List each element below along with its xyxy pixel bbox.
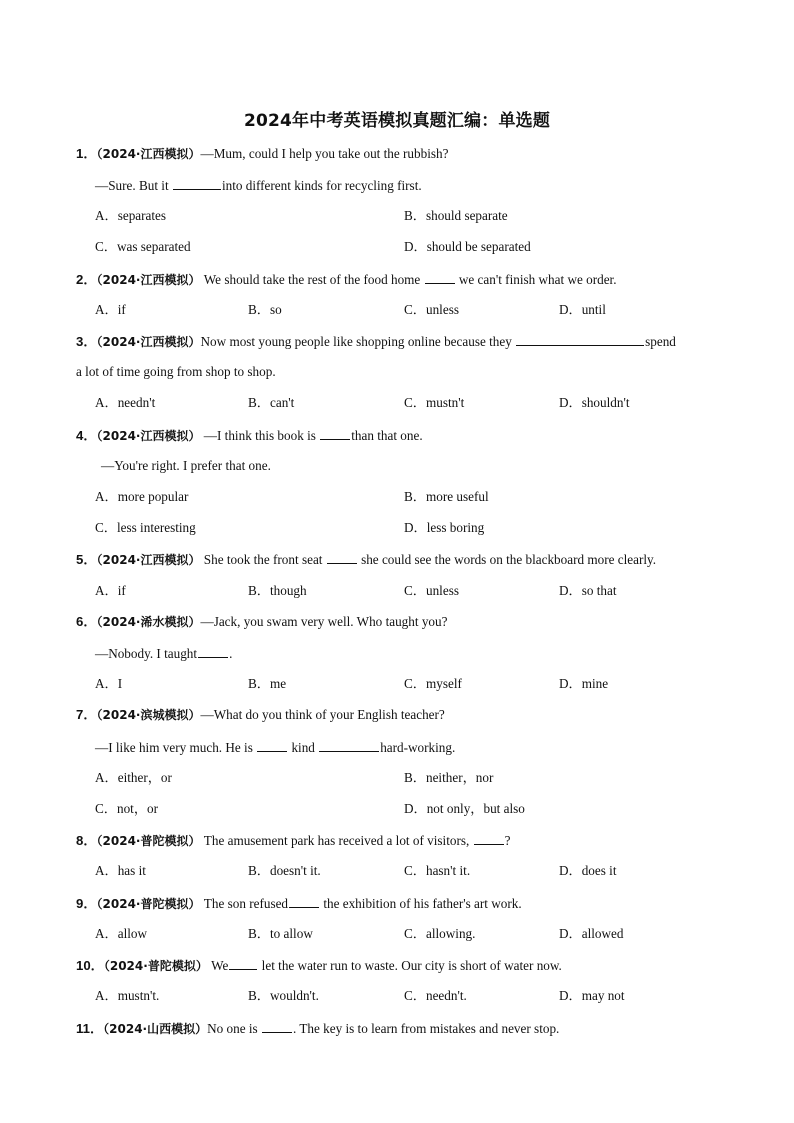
- option-c[interactable]: C．was separated: [95, 239, 191, 254]
- option-a[interactable]: A．allow: [95, 926, 148, 941]
- answer-blank: [198, 645, 228, 658]
- question-text: No one is: [207, 1021, 261, 1036]
- question-8-stem: [76, 832, 510, 849]
- option-a[interactable]: A．mustn't.: [95, 988, 160, 1003]
- question-number: 9．: [76, 896, 97, 911]
- question-source: （2024·江西模拟）: [96, 335, 201, 349]
- question-4-line2: —You're right. I prefer that one.: [101, 458, 271, 473]
- question-number: 4．: [76, 428, 97, 443]
- option-a[interactable]: A．if: [95, 583, 126, 598]
- option-a[interactable]: A．more popular: [95, 489, 189, 504]
- question-3-line2: a lot of time going from shop to shop.: [76, 364, 276, 379]
- question-number: 10．: [76, 958, 104, 973]
- question-source: （2024·滨城模拟）: [96, 708, 201, 722]
- question-3-stem: [76, 333, 676, 350]
- question-text: kind: [288, 740, 319, 755]
- question-1-stem: [76, 146, 448, 162]
- question-2-stem: [76, 271, 617, 288]
- question-text: let the water run to waste. Our city is short of water now.: [258, 958, 562, 973]
- question-text: .: [229, 646, 233, 661]
- question-text: —What do you think of your English teacher?: [200, 707, 445, 722]
- question-text: We should take the rest of the food home: [200, 272, 424, 287]
- option-a[interactable]: A．needn't: [95, 395, 156, 410]
- question-text: —I think this book is: [200, 428, 320, 443]
- question-number: 8．: [76, 833, 97, 848]
- answer-blank: [516, 333, 644, 346]
- question-text: Now most young people like shopping online because they: [200, 334, 516, 349]
- question-text: We: [207, 958, 229, 973]
- answer-blank: [327, 551, 357, 564]
- option-b[interactable]: B．can't: [248, 395, 295, 410]
- option-c[interactable]: C．not，or: [95, 801, 159, 816]
- option-b[interactable]: B．to allow: [248, 926, 313, 941]
- question-number: 7．: [76, 707, 97, 722]
- question-7-stem: [76, 707, 445, 723]
- question-1-line2: [95, 177, 422, 194]
- option-a[interactable]: A．I: [95, 676, 123, 691]
- option-d[interactable]: D．mine: [559, 676, 609, 691]
- question-4-stem: [76, 427, 423, 444]
- question-text: The son refused: [200, 896, 289, 911]
- option-d[interactable]: D．may not: [559, 988, 625, 1003]
- question-source: （2024·江西模拟）: [96, 273, 201, 287]
- question-5-stem: [76, 551, 656, 568]
- question-source: （2024·江西模拟）: [96, 553, 201, 567]
- question-text: —I like him very much. He is: [95, 740, 257, 755]
- question-9-stem: [76, 895, 522, 912]
- question-text: hard-working.: [380, 740, 456, 755]
- answer-blank: [319, 739, 379, 752]
- answer-blank: [173, 177, 221, 190]
- option-b[interactable]: B．me: [248, 676, 287, 691]
- option-c[interactable]: C．allowing.: [404, 926, 476, 941]
- option-c[interactable]: C．hasn't it.: [404, 863, 471, 878]
- answer-blank: [425, 271, 455, 284]
- question-source: （2024·普陀模拟）: [103, 959, 208, 973]
- option-a[interactable]: A．separates: [95, 208, 167, 223]
- option-d[interactable]: D．until: [559, 302, 606, 317]
- option-d[interactable]: D．allowed: [559, 926, 624, 941]
- option-c[interactable]: C．myself: [404, 676, 462, 691]
- question-6-line2: [95, 645, 232, 662]
- option-d[interactable]: D．shouldn't: [559, 395, 630, 410]
- question-number: 11．: [76, 1021, 104, 1036]
- question-number: 6．: [76, 614, 97, 629]
- question-text: —Sure. But it: [95, 178, 172, 193]
- question-text: than that one.: [351, 428, 423, 443]
- option-a[interactable]: A．if: [95, 302, 126, 317]
- question-number: 3．: [76, 334, 97, 349]
- question-text: we can't finish what we order.: [455, 272, 617, 287]
- option-b[interactable]: B．neither，nor: [404, 770, 494, 785]
- question-text: . The key is to learn from mistakes and never stop.: [292, 1021, 560, 1036]
- question-source: （2024·浠水模拟）: [96, 615, 201, 629]
- answer-blank: [257, 739, 287, 752]
- option-c[interactable]: C．unless: [404, 302, 459, 317]
- page-title: 2024年中考英语模拟真题汇编：单选题: [243, 111, 551, 131]
- question-source: （2024·山西模拟）: [103, 1022, 208, 1036]
- question-11-stem: [76, 1020, 559, 1037]
- question-source: （2024·江西模拟）: [96, 429, 201, 443]
- option-d[interactable]: D．should be separated: [404, 239, 531, 254]
- question-text: The amusement park has received a lot of visitors,: [200, 833, 473, 848]
- question-source: （2024·普陀模拟）: [96, 834, 201, 848]
- question-text: spend: [645, 334, 676, 349]
- option-c[interactable]: C．mustn't: [404, 395, 465, 410]
- option-b[interactable]: B．doesn't it.: [248, 863, 321, 878]
- question-text: into different kinds for recycling first.: [221, 178, 422, 193]
- option-d[interactable]: D．so that: [559, 583, 617, 598]
- question-10-stem: [76, 957, 562, 974]
- question-number: 1．: [76, 146, 97, 161]
- question-text: she could see the words on the blackboard more clearly.: [357, 552, 657, 567]
- question-source: （2024·江西模拟）: [96, 147, 201, 161]
- option-b[interactable]: B．more useful: [404, 489, 489, 504]
- answer-blank: [289, 895, 319, 908]
- question-text: ?: [504, 833, 511, 848]
- option-d[interactable]: D．does it: [559, 863, 617, 878]
- option-a[interactable]: A．either，or: [95, 770, 172, 785]
- question-text: —Jack, you swam very well. Who taught you?: [200, 614, 448, 629]
- answer-blank: [320, 427, 350, 440]
- question-text: —Nobody. I taught: [95, 646, 198, 661]
- answer-blank: [229, 957, 257, 970]
- question-text: She took the front seat: [200, 552, 326, 567]
- option-c[interactable]: C．unless: [404, 583, 459, 598]
- option-d[interactable]: D．less boring: [404, 520, 485, 535]
- option-b[interactable]: B．wouldn't.: [248, 988, 319, 1003]
- question-6-stem: [76, 614, 447, 630]
- option-b[interactable]: B．though: [248, 583, 307, 598]
- option-c[interactable]: C．needn't.: [404, 988, 467, 1003]
- question-source: （2024·普陀模拟）: [96, 897, 201, 911]
- option-c[interactable]: C．less interesting: [95, 520, 196, 535]
- question-text: the exhibition of his father's art work.: [320, 896, 522, 911]
- option-b[interactable]: B．should separate: [404, 208, 508, 223]
- answer-blank: [474, 832, 504, 845]
- question-text: —Mum, could I help you take out the rubbish?: [200, 146, 449, 161]
- question-number: 5．: [76, 552, 97, 567]
- option-a[interactable]: A．has it: [95, 863, 146, 878]
- option-b[interactable]: B．so: [248, 302, 282, 317]
- question-7-line2: [95, 739, 455, 756]
- answer-blank: [262, 1020, 292, 1033]
- question-number: 2．: [76, 272, 97, 287]
- option-d[interactable]: D．not only，but also: [404, 801, 525, 816]
